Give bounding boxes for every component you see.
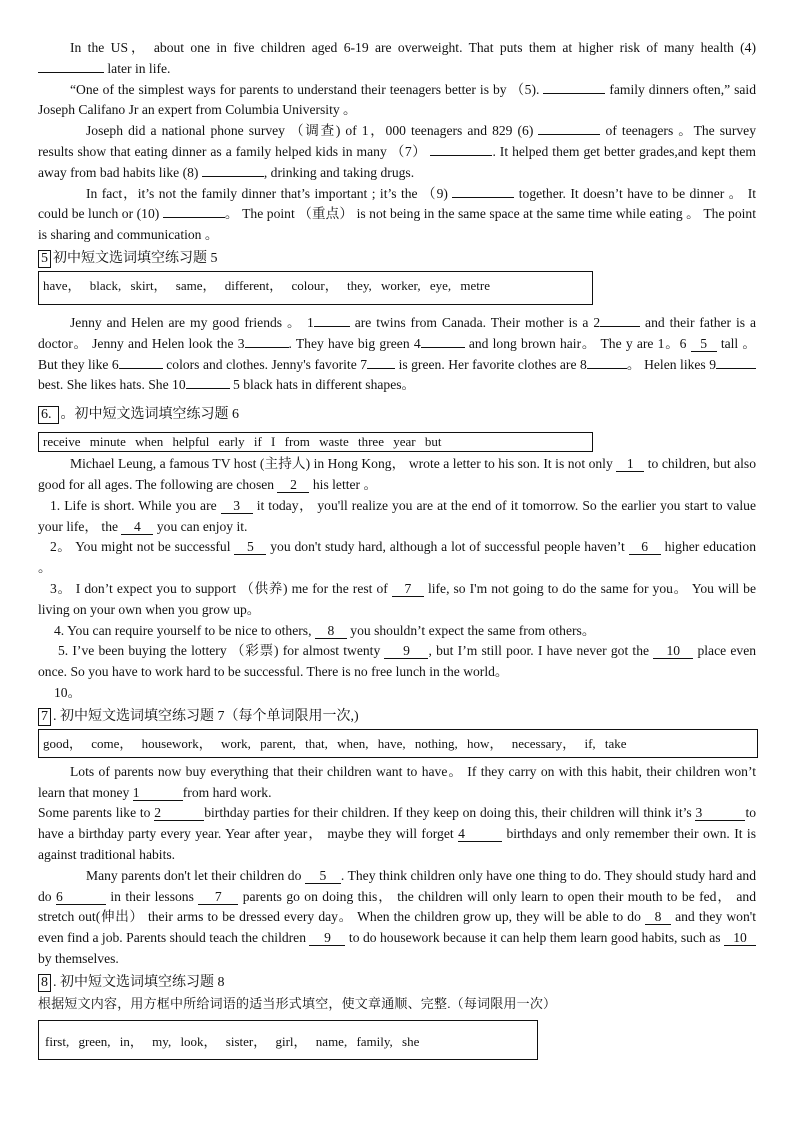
- answer-blank[interactable]: [452, 197, 514, 198]
- answer-blank[interactable]: 9: [384, 644, 428, 659]
- passage-paragraph: Jenny and Helen are my good friends 。 1 are twins from Canada. Their mother is a 2 and their father is a doctor。 Jenny and Helen look the 3 . They have big green 4 and long brown hair。 The y are 1。6 5 tall 。 But they like 6 colors and clothes. Jenny's favorite 7 is green. Her favorite clothes are 8 。 Helen likes 9 best. She likes hats. She 10 5 black hats in different shapes。: [38, 314, 756, 393]
- answer-blank[interactable]: [314, 326, 350, 327]
- answer-blank[interactable]: 8: [315, 624, 347, 639]
- instruction-text: 根据短文内容，用方框中所给词语的适当形式填空，使文章通顺、完整.（每词限用一次）: [38, 995, 557, 1011]
- word-bank-box: [38, 729, 758, 758]
- answer-blank[interactable]: [538, 134, 600, 135]
- exercise-title: 。初中短文选词填空练习题 6: [60, 407, 239, 423]
- answer-blank[interactable]: [119, 368, 163, 369]
- answer-blank[interactable]: 7: [198, 890, 238, 905]
- list-item: 4. You can require yourself to be nice to others, 8 you shouldn’t expect the same from others。: [54, 622, 596, 638]
- list-item: 2。 You might not be successful 5 you don't study hard, although a lot of successful people haven’t 6 higher education 。: [38, 539, 757, 576]
- answer-blank[interactable]: [186, 388, 230, 389]
- answer-blank[interactable]: [245, 347, 289, 348]
- tail-number: 10。: [54, 684, 82, 700]
- answer-blank[interactable]: 10: [653, 644, 693, 659]
- passage-paragraph: Joseph did a national phone survey （调查) of 1，000 teenagers and 829 (6) of teenagers 。The survey results show that eating dinner as a family helped kids in many （7） . It helped them get better grades,and kept them away from bad habits like (8) , drinking and taking drugs.: [38, 123, 757, 180]
- answer-blank[interactable]: 10: [724, 931, 756, 946]
- answer-blank[interactable]: [367, 368, 395, 369]
- word-bank-box: [38, 271, 593, 305]
- passage-paragraph: Some parents like to 2 birthday parties for their children. If they keep on doing this, their children will think it’s 3 to have a birthday party every year. Year after year， maybe they will forget 4 birthdays and only remember their own. It is against traditional habits.: [38, 805, 757, 862]
- passage-paragraph: Lots of parents now buy everything that their children want to have。 If they carry on with this habit, their children won’t learn that money 1 from hard work.: [38, 763, 756, 800]
- answer-blank[interactable]: [543, 93, 605, 94]
- answer-blank[interactable]: 3: [221, 499, 253, 514]
- answer-blank[interactable]: [38, 72, 104, 73]
- answer-blank[interactable]: [716, 368, 756, 369]
- answer-blank[interactable]: 2: [154, 806, 204, 821]
- answer-blank[interactable]: 6: [56, 890, 106, 905]
- exercise-heading: [38, 972, 756, 994]
- word-bank: receive minute when helpful early if I from waste three year but: [43, 434, 442, 450]
- passage-paragraph: “One of the simplest ways for parents to understand their teenagers better is by （5). family dinners often,” said Joseph Califano Jr an expert from Columbia University 。: [38, 81, 756, 118]
- word-bank: good， come， housework， work, parent, that, when, have, nothing, how， necessary， if, take: [43, 735, 627, 751]
- exercise-heading: [38, 248, 756, 270]
- answer-blank[interactable]: 4: [121, 520, 153, 535]
- answer-blank[interactable]: 8: [645, 910, 671, 925]
- answer-blank[interactable]: [430, 155, 492, 156]
- answer-blank[interactable]: 6: [629, 540, 661, 555]
- exercise-title: 初中短文选词填空练习题 5: [53, 250, 218, 266]
- passage-paragraph: Michael Leung, a famous TV host (主持人) in Hong Kong， wrote a letter to his son. It is not only 1 to children, but also good for all ages. The following are chosen 2 his letter 。: [38, 456, 757, 492]
- answer-blank[interactable]: 5: [691, 337, 717, 352]
- answer-blank[interactable]: [163, 217, 225, 218]
- word-bank: first, green, in， my, look， sister， girl， name, family, she: [45, 1033, 420, 1049]
- answer-blank[interactable]: 5: [305, 869, 341, 884]
- answer-blank[interactable]: [587, 368, 627, 369]
- answer-blank[interactable]: [202, 176, 264, 177]
- answer-blank[interactable]: 5: [234, 540, 266, 555]
- exercise-heading: [38, 404, 756, 426]
- list-item: 5. I’ve been buying the lottery （彩票) for almost twenty 9 , but I’m still poor. I have never got the 10 place even once. So you have to work hard to be successful. There is no free lunch in the world。: [38, 643, 757, 680]
- word-bank-box: [38, 432, 593, 452]
- answer-blank[interactable]: [600, 326, 640, 327]
- answer-blank[interactable]: 7: [392, 582, 424, 597]
- answer-blank[interactable]: 4: [458, 827, 502, 842]
- exercise-number: 8: [38, 974, 51, 992]
- answer-blank[interactable]: [421, 347, 465, 348]
- word-bank-box: [38, 1020, 538, 1060]
- answer-blank[interactable]: 1: [133, 786, 183, 801]
- list-item: 3。 I don’t expect you to support （供养) me for the rest of 7 life, so I'm not going to do the same for you。 You will be living on your own when you grow up。: [38, 580, 757, 617]
- exercise-number: 7: [38, 708, 51, 726]
- exercise-number: 6.: [38, 406, 59, 424]
- answer-blank[interactable]: 1: [616, 457, 644, 472]
- passage-paragraph: In fact，it’s not the family dinner that’s important ; it’s the （9) together. It doesn’t have to be dinner 。 It could be lunch or (10) 。 The point （重点） is not being in the same space at the same time while eating 。 The point is sharing and communication 。: [38, 185, 757, 243]
- answer-blank[interactable]: 3: [695, 806, 745, 821]
- passage-paragraph: Many parents don't let their children do 5 . They think children only have one thing to do. They should study hard and do 6 in their lessons 7 parents go on doing this， the children will only learn to open their mouth to be fed， and stretch out(伸出） their arms to be dressed every day。 When the children grow up, they will be able to do 8 and they won't even find a job. Parents should teach the children 9 to do housework because it can help them learn good habits, such as 10 by themselves.: [38, 867, 756, 966]
- answer-blank[interactable]: 9: [309, 931, 345, 946]
- list-item: 1. Life is short. While you are 3 it today， you'll realize you are at the end of it tomorrow. So the earlier you start to value your life， the 4 you can enjoy it.: [38, 497, 756, 534]
- passage-paragraph: In the US， about one in five children aged 6-19 are overweight. That puts them at higher risk of many health (4) later in life.: [38, 38, 756, 80]
- answer-blank[interactable]: 2: [277, 478, 309, 493]
- exercise-number: 5: [38, 250, 51, 268]
- worksheet-page: [38, 38, 756, 1068]
- word-bank: have， black, skirt， same， different， colour， they, worker, eye, metre: [43, 277, 490, 293]
- exercise-title: . 初中短文选词填空练习题 8: [53, 974, 225, 990]
- exercise-heading: [38, 706, 756, 728]
- exercise-title: . 初中短文选词填空练习题 7（每个单词限用一次,): [53, 708, 359, 724]
